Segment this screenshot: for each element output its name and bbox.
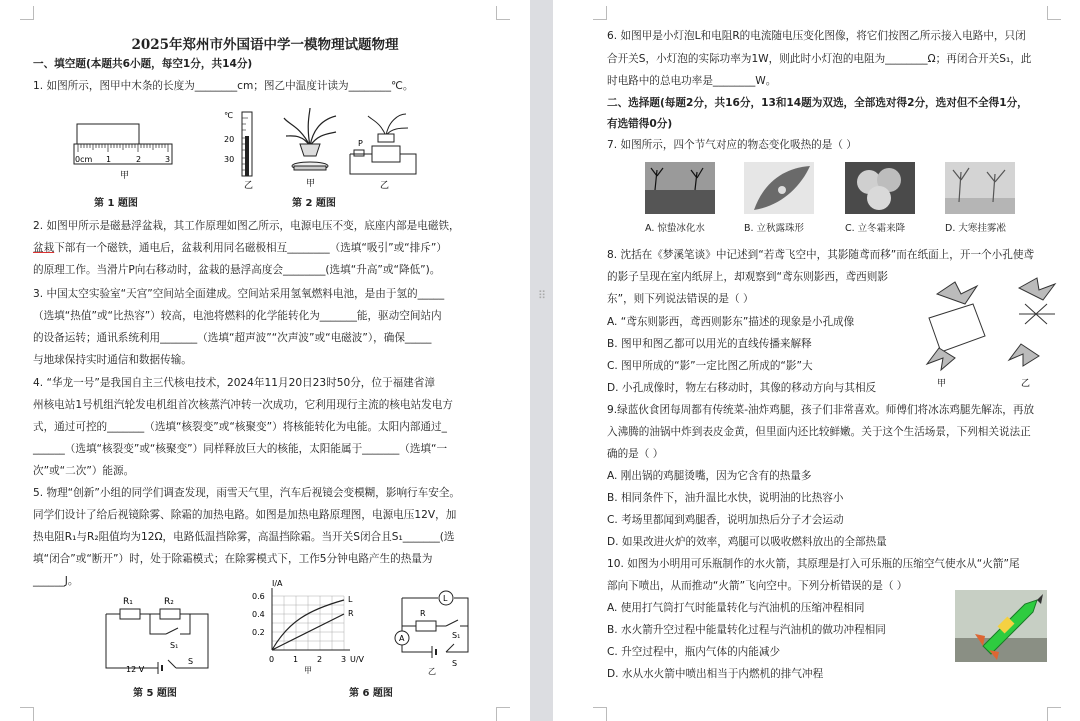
- graph-sub-label: 甲: [304, 666, 312, 675]
- section-1-heading: 一、填空题(本题共6小题，每空1分，共14分): [33, 58, 253, 70]
- resistor-r2: [160, 609, 180, 619]
- photo-dew: [744, 162, 814, 214]
- fig6-circuit: [388, 586, 478, 676]
- circuit-plant: [368, 114, 408, 136]
- q10-option-b: B. 水火箭升空过程中能量转化过程与汽油机的做功冲程相同: [607, 624, 886, 636]
- question-6-line: 6. 如图甲是小灯泡L和电阻R的电流随电压变化图像，将它们按图乙所示接入电路中，只闭: [607, 30, 1026, 42]
- q10-option-c: C. 升空过程中，瓶内气体的内能减少: [607, 646, 781, 658]
- plant-pot: [300, 144, 320, 156]
- s1-label: S₁: [170, 641, 179, 650]
- crop-mark: [593, 707, 607, 721]
- question-2-line: 的原理工作。当滑片P向右移动时，盆栽的悬浮高度会________(选填“升高”或“降低”)。: [33, 264, 441, 276]
- switch-s: [168, 660, 176, 668]
- question-6-line: 合开关S，小灯泡的实际功率为1W，则此时小灯泡的电阻为________Ω；再闭合开关S₁，此: [607, 53, 1032, 65]
- lamp-label: L: [443, 594, 448, 603]
- switch-s: [446, 644, 454, 652]
- ruler-tick-label: 0cm: [75, 155, 93, 164]
- question-4-line: 州核电站1号机组汽轮发电机组首次核蒸汽冲转一次成功，它利用现行主流的核电站发电方: [33, 399, 453, 411]
- x-tick: 0: [269, 655, 275, 664]
- switch-s1: [166, 628, 178, 634]
- light-beam: [929, 304, 985, 352]
- question-1: 1. 如图所示，图甲中木条的长度为________cm；图乙中温度计读为________℃。: [33, 80, 414, 92]
- thermo-tick: 20: [224, 135, 235, 144]
- question-9-line: 入沸腾的油锅中炸到表皮金黄，但里面内还比较鲜嫩。关于这个生活场景，下列相关说法正: [607, 426, 1031, 438]
- curve-l-label: L: [348, 595, 353, 604]
- q7-option-c: C. 立冬霜来降: [845, 223, 906, 234]
- section-2-heading: 有选错得0分): [607, 118, 673, 130]
- y-tick: 0.4: [252, 610, 265, 619]
- thermo-sub-label: 乙: [244, 181, 254, 190]
- question-4-line: 4. “华龙一号”是我国自主三代核电技术，2024年11月20日23时50分，位于福建省漳: [33, 377, 435, 389]
- circuit-wire: [350, 154, 416, 174]
- q8-option-c: C. 图甲所成的“影”一定比图乙所成的“影”大: [607, 360, 813, 372]
- ruler-figure: [72, 116, 182, 182]
- question-3-line: （选填“热值”或“比热容”）较高，电池将燃料的化学能转化为_______能，驱动空间站内: [33, 310, 442, 322]
- crop-mark: [496, 6, 510, 20]
- question-3-line: 3. 中国太空实验室“天宫”空间站全面建成。空间站采用氢氧燃料电池，是由于氢的_____: [33, 288, 445, 300]
- question-5-line: ______J。: [33, 575, 79, 587]
- s-label: S: [188, 657, 194, 666]
- question-8-line: 的影子呈现在室内纸屏上，却观察到“鸢东则影西，鸢西则影: [607, 271, 888, 283]
- pinhole-rays: [1019, 304, 1055, 324]
- ruler-tick-label: 3: [165, 155, 171, 164]
- voltage-label: 12 V: [126, 665, 145, 674]
- ruler-tick-label: 2: [136, 155, 142, 164]
- question-2-text: 下部有一个磁铁，通电后，盆栽利用同名磁极相互________（选填“吸引”或“排斥”）: [54, 242, 447, 254]
- y-tick: 0.2: [252, 628, 265, 637]
- q9-option-b: B. 相同条件下，油升温比水快，说明油的比热容小: [607, 492, 844, 504]
- fig5-caption: 第 5 题图: [133, 688, 177, 699]
- kite-shadow: [927, 348, 955, 370]
- switch-s1: [446, 620, 458, 626]
- kite-bird: [937, 282, 977, 304]
- thermo-tick: 30: [224, 155, 235, 164]
- question-9-line: 9.绿蓝伙食团每周都有传统菜-油炸鸡腿，孩子们非常喜欢。师傅们将冰冻鸡腿先解冻，再放: [607, 404, 1035, 416]
- question-8-line: 东”，则下列说法错误的是（ ）: [607, 293, 754, 305]
- crop-mark: [20, 6, 34, 20]
- question-2-line: 2. 如图甲所示是磁悬浮盆栽，其工作原理如图乙所示，电源电压不变，底座内部是电磁铁，: [33, 220, 460, 232]
- photo-frost: [845, 162, 915, 214]
- circuit-pot: [378, 134, 394, 142]
- maglev-plant-figure: [280, 106, 340, 190]
- q8-fig-sub: 甲: [937, 379, 947, 389]
- question-10-line: 部向下喷出，从而推动“火箭”飞向空中。下列分析错误的是（ ）: [607, 580, 908, 592]
- crop-mark: [20, 707, 34, 721]
- water-rocket-photo: [955, 590, 1047, 662]
- x-unit: U/V: [350, 655, 365, 664]
- question-8-line: 8. 沈括在《梦溪笔谈》中记述到“若鸢飞空中，其影随鸢而移”而在纸面上，开一个小孔使鸢: [607, 249, 1035, 261]
- r-label: R: [420, 609, 426, 618]
- photo-rime: [945, 162, 1015, 214]
- thermo-unit: ℃: [224, 111, 233, 120]
- q7-option-a: A. 惊蛰冰化水: [645, 223, 705, 234]
- question-4-line: 式，通过可控的_______（选填“核裂变”或“核聚变”）将核能转化为电能。太阳内部通过_: [33, 421, 447, 433]
- resistor-r: [416, 621, 436, 631]
- x-tick: 3: [341, 655, 347, 664]
- ruler-tick-label: 1: [106, 155, 112, 164]
- question-5-line: 同学们设计了给后视镜除雾、除霜的加热电路。如图是加热电路原理图，电源电压12V，加: [33, 509, 457, 521]
- section-2-heading: 二、选择题(每题2分，共16分，13和14题为双选，全部选对得2分，选对但不全得1分，: [607, 97, 1028, 109]
- kite-image: [1009, 344, 1039, 366]
- ruler-sub-label: 甲: [120, 171, 130, 181]
- crop-mark: [593, 6, 607, 20]
- fig6-caption: 第 6 题图: [349, 688, 393, 699]
- fig1-caption: 第 1 题图: [94, 198, 138, 209]
- fig5-circuit: [98, 594, 218, 676]
- plant-leaves: [284, 108, 336, 146]
- q9-option-a: A. 刚出锅的鸡腿烫嘴，因为它含有的热量多: [607, 470, 812, 482]
- q10-option-a: A. 使用打气筒打气时能量转化与汽油机的压缩冲程相同: [607, 602, 865, 614]
- pinhole-figure: [915, 274, 1065, 392]
- maglev-circuit-figure: [346, 106, 426, 190]
- question-6-line: 时电路中的总电功率是________W。: [607, 75, 777, 87]
- fig2-caption: 第 2 题图: [292, 198, 336, 209]
- x-tick: 1: [293, 655, 299, 664]
- circuit-sub-label: 乙: [380, 181, 390, 190]
- drag-handle-icon[interactable]: ⠿: [538, 289, 548, 302]
- question-5-line: 热电阻R₁与R₂阻值均为12Ω，电路低温挡除雾，高温挡除霜。当开关S闭合且S₁_______(选: [33, 531, 455, 543]
- r2-label: R₂: [164, 597, 174, 607]
- graph-grid: [272, 596, 344, 650]
- x-tick: 2: [317, 655, 323, 664]
- photo-ice-melting: [645, 162, 715, 214]
- q9-option-c: C. 考场里都闻到鸡腿香，说明加热后分子才会运动: [607, 514, 844, 526]
- q8-option-b: B. 图甲和图乙都可以用光的直线传播来解释: [607, 338, 812, 350]
- s1-label: S₁: [452, 631, 461, 640]
- kite-bird: [1019, 278, 1055, 300]
- crop-mark: [1047, 6, 1061, 20]
- ruler-ticks: [78, 144, 168, 152]
- question-5-line: 5. 物理“创新”小组的同学们调查发现，雨雪天气里，汽车后视镜会变模糊，影响行车安全。: [33, 487, 461, 499]
- q7-option-b: B. 立秋露珠形: [744, 223, 805, 234]
- question-10-line: 10. 如图为小明用可乐瓶制作的水火箭，其原理是打入可乐瓶的压缩空气使水从“火箭”尾: [607, 558, 1020, 570]
- y-tick: 0.6: [252, 592, 265, 601]
- circuit-sub-label: 乙: [428, 667, 436, 676]
- electromagnet: [372, 146, 400, 162]
- fig6-iu-graph: [244, 576, 374, 676]
- slider-label: P: [358, 139, 363, 148]
- crop-mark: [496, 707, 510, 721]
- q9-option-d: D. 如果改进火炉的效率，鸡腿可以吸收燃料放出的全部热量: [607, 536, 887, 548]
- question-4-line: ______（选填“核裂变”或“核聚变”）同样释放巨大的核能，太阳能属于_______（选填“一: [33, 443, 448, 455]
- question-9-line: 确的是（ ）: [607, 448, 664, 460]
- plant-sub-label: 甲: [306, 179, 316, 189]
- y-unit: I/A: [272, 579, 283, 588]
- q8-fig-sub: 乙: [1021, 379, 1031, 389]
- page-gutter: [530, 0, 553, 721]
- thermometer-figure: [222, 108, 262, 190]
- q8-option-d: D. 小孔成像时，物左右移动时，其像的移动方向与其相反: [607, 382, 877, 394]
- question-4-line: 次”或“二次”）能源。: [33, 465, 135, 477]
- q10-option-d: D. 水从水火箭中喷出相当于内燃机的排气冲程: [607, 668, 824, 680]
- ammeter-label: A: [399, 634, 405, 643]
- right-page: [553, 0, 1080, 721]
- line-r-label: R: [348, 609, 354, 618]
- left-page: [0, 0, 530, 721]
- question-3-line: 的设备运转；通讯系统利用_______（选填“超声波”“次声波”或“电磁波”），确保_____: [33, 332, 432, 344]
- doc-title: 2025年郑州市外国语中学一模物理试题物理: [131, 37, 399, 53]
- rheostat: [354, 150, 364, 156]
- wood-block: [77, 124, 139, 144]
- r1-label: R₁: [123, 597, 133, 607]
- s-label: S: [452, 659, 458, 668]
- underlined-word: 盆栽: [33, 242, 55, 254]
- crop-mark: [1047, 707, 1061, 721]
- resistor-r1: [120, 609, 140, 619]
- q8-option-a: A. “鸢东则影西，鸢西则影东”描述的现象是小孔成像: [607, 316, 855, 328]
- base-body: [294, 166, 326, 170]
- question-5-line: 填“闭合”或“断开”）时，处于除霜模式；在除雾模式下，工作5分钟电路产生的热量为: [33, 553, 433, 565]
- q7-option-d: D. 大寒挂雾凇: [945, 223, 1006, 234]
- question-3-line: 与地球保持实时通信和数据传输。: [33, 354, 192, 366]
- question-7: 7. 如图所示，四个节气对应的物态变化吸热的是（ ）: [607, 139, 857, 151]
- question-2-line: [33, 241, 447, 255]
